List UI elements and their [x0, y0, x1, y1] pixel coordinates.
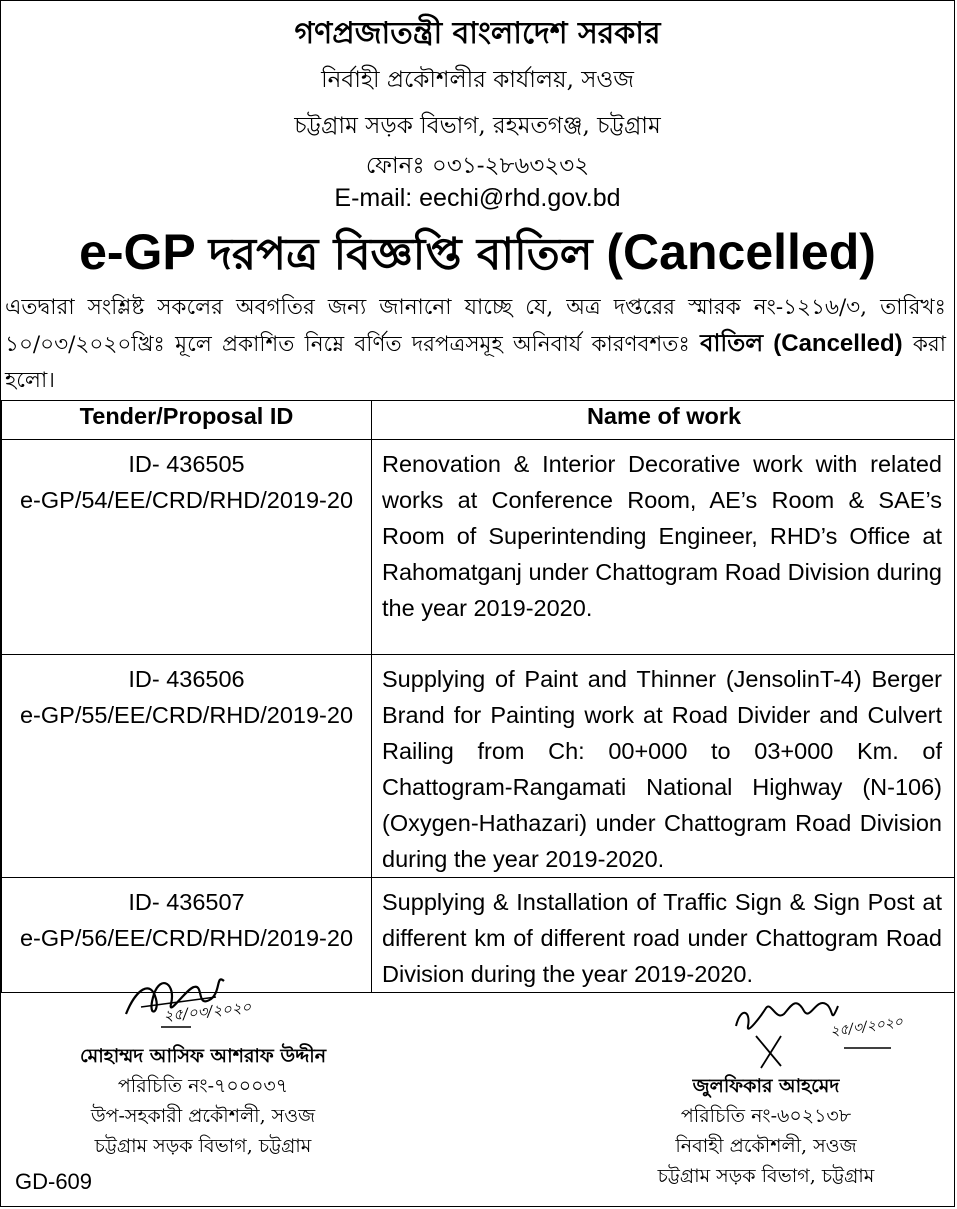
- tender-id: ID- 436506: [128, 666, 245, 692]
- title-bangla: দরপত্র বিজ্ঞপ্তি বাতিল: [208, 229, 593, 280]
- office-phone: ফোনঃ ০৩১-২৮৬৩২৩২: [365, 153, 590, 179]
- work-description: Supplying & Installation of Traffic Sign & Sign Post at different km of different road under Chattogram Road Division during the year 2019-2020.: [372, 878, 956, 993]
- tender-ref: e-GP/54/EE/CRD/RHD/2019-20: [19, 487, 354, 513]
- table-row: [2, 655, 956, 878]
- tender-id: ID- 436507: [128, 889, 245, 915]
- header-name-of-work: Name of work: [372, 401, 956, 440]
- tender-table: [1, 400, 955, 993]
- left-signatory-office: চট্টগ্রাম সড়ক বিভাগ, চট্টগ্রাম: [94, 1135, 312, 1157]
- title-prefix: e-GP: [79, 224, 195, 280]
- work-description: Renovation & Interior Decorative work with related works at Conference Room, AE’s Room & SAE’s Room of Superintending Engineer, RHD’s Office at Rahomatganj under Chattogram Road Division during the year 2019-2020.: [372, 440, 956, 655]
- table-header-row: [2, 401, 956, 440]
- work-description: Supplying of Paint and Thinner (JensolinT-4) Berger Brand for Painting work at Road Divider and Culvert Railing from Ch: 00+000 to 03+000 Km. of Chattogram-Rangamati National Highway (N-106) (Oxygen-Hathazari) under Chattogram Road Division during the year 2019-2020.: [372, 655, 956, 878]
- tender-id-cell: [2, 440, 372, 655]
- right-signature-date: ২৫/৩/২০২০: [829, 1013, 904, 1040]
- office-name: নির্বাহী প্রকৌশলীর কার্যালয়, সওজ: [321, 67, 634, 93]
- intro-text: এতদ্বারা সংশ্লিষ্ট সকলের অবগতির জন্য জানানো যাচ্ছে যে, অত্র দপ্তরের স্মারক নং-১২১৬/৩, তারিখঃ ১০/০৩/২০২০খ্রিঃ মূলে প্রকাশিত নিম্নে বর্ণিত দরপত্রসমূহ অনিবার্য কারণবশতঃ: [5, 295, 946, 357]
- notice-title: [1, 221, 954, 294]
- left-signatory-id: পরিচিতি নং-৭০০০৩৭: [117, 1075, 289, 1097]
- right-signatory-name: জুলফিকার আহমেদ: [692, 1075, 840, 1097]
- tender-ref: e-GP/56/EE/CRD/RHD/2019-20: [19, 925, 354, 951]
- intro-paragraph: [5, 290, 946, 399]
- right-signatory-id: পরিচিতি নং-৬০২১৩৮: [680, 1105, 852, 1127]
- header-tender-id: Tender/Proposal ID: [2, 401, 372, 440]
- right-signatory-office: চট্টগ্রাম সড়ক বিভাগ, চট্টগ্রাম: [657, 1165, 875, 1187]
- left-signature-date: ২৫/০৩/২০২০: [162, 997, 253, 1025]
- title-suffix: (Cancelled): [606, 224, 876, 280]
- office-email: E-mail: eechi@rhd.gov.bd: [334, 184, 621, 212]
- tender-id: ID- 436505: [128, 451, 245, 477]
- right-signatory-designation: নিবাহী প্রকৌশলী, সওজ: [675, 1135, 857, 1157]
- left-signatory: [43, 1041, 363, 1161]
- left-signatory-name: মোহাম্মদ আসিফ আশরাফ উদ্দীন: [79, 1045, 327, 1067]
- tender-ref: e-GP/55/EE/CRD/RHD/2019-20: [19, 702, 354, 728]
- table-row: [2, 440, 956, 655]
- left-signatory-designation: উপ-সহকারী প্রকৌশলী, সওজ: [90, 1105, 316, 1127]
- intro-tail: করা হলো।: [5, 332, 946, 393]
- office-address: চট্টগ্রাম সড়ক বিভাগ, রহমতগঞ্জ, চট্টগ্রাম: [294, 113, 661, 139]
- right-signature: [726, 986, 906, 1071]
- intro-cancelled: বাতিল (Cancelled): [700, 330, 903, 357]
- tender-id-cell: [2, 655, 372, 878]
- right-signatory: [601, 1071, 931, 1191]
- govt-heading: গণপ্রজাতন্ত্রী বাংলাদেশ সরকার: [294, 16, 661, 51]
- document-code: GD-609: [15, 1169, 93, 1194]
- left-signature: [116, 969, 296, 1039]
